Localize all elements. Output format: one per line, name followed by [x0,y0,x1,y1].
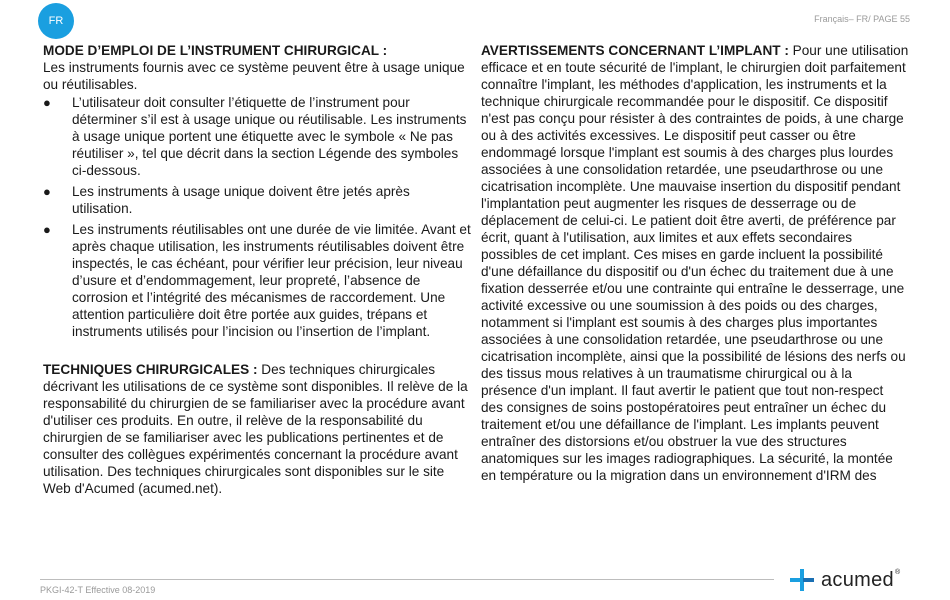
list-item [43,94,471,179]
plus-mark-icon [790,568,814,592]
warnings-paragraph [481,42,909,484]
warnings-body: Pour une utilisation efficace et en toute sécurité de l'implant, le chirurgien doit parfaitement connaître l'implant, les méthodes d'application, les instruments et la technique chirurgicale recommandée pour le dispositif. Ce dispositif n'est pas conçu pour résister à des contraintes de poids, à une charge ou à des activités excessives. Le dispositif peut casser ou être endommagé lorsque l'implant est soumis à des charges plus lourdes associées à une consolidation retardée, une pseudarthrose ou une cicatrisation incomplète. Une mauvaise insertion du dispositif pendant l'implantation peut augmenter les risques de desserrage ou de déplacement de celui-ci. Le patient doit être averti, de préférence par écrit, quant à l'utilisation, aux limites et aux effets secondaires possibles de cet implant. Ces mises en garde incluent la possibilité d'une défaillance du dispositif ou d'un échec du traitement due à une fixation desserrée et/ou une contrainte qui entraîne le desserrage, une activité excessive ou une soumission à des poids ou des charges, notamment si l'implant est soumis à des charges plus importantes associées à une consolidation retardée, une pseudarthrose ou une cicatrisation incomplète, ainsi que la possibilité de lésions des nerfs ou des tissus mous relatives à un traumatisme chirurgical ou à la présence d'un implant. Il faut avertir le patient que tout non-respect des consignes de soins postopératoires peut entraîner un échec du traitement et/ou une défaillance de l'implant. Les implants peuvent entraîner des distorsions et/ou obstruer la vue des structures anatomiques sur les images radiographiques. La sécurité, la montée en température ou la migration dans un environnement d'IRM des [481,43,909,483]
language-badge: FR [38,3,74,39]
bullet-text: Les instruments réutilisables ont une durée de vie limitée. Avant et après chaque utilisation, les instruments réutilisables doivent être inspectés, le cas échéant, pour vérifier leur précision, leur niveau d’usure et d’endommagement, leur propreté, l’absence de corrosion et l’intégrité des mécanismes de raccordement. Une attention particulière doit être portée aux guides, trépans et instruments utilisés pour l’incision ou l’insertion de l’implant. [72,222,471,339]
acumed-logo [790,568,900,592]
list-item [43,221,471,340]
logo-wordmark: acumed® [821,568,901,591]
techniques-paragraph [43,361,471,497]
bullet-icon: ● [43,222,51,237]
techniques-heading: TECHNIQUES CHIRURGICALES : [43,362,258,377]
usage-heading: MODE D’EMPLOI DE L’INSTRUMENT CHIRURGICAL : [43,43,388,58]
warnings-heading: AVERTISSEMENTS CONCERNANT L’IMPLANT : [481,43,789,58]
left-column [43,42,471,497]
document-code: PKGI-42-T Effective 08-2019 [40,585,156,595]
page-label: Français– FR/ PAGE 55 [814,14,910,24]
section-spacer [43,344,471,361]
usage-bullet-list [43,94,471,340]
techniques-body: Des techniques chirurgicales décrivant les utilisations de ce système sont disponibles. Il relève de la responsabilité du chirurgien de se familiariser avec la procédure avant d'utiliser ces produits. En outre, il relève de la responsabilité du chirurgien de se familiariser avec les publications pertinentes et de consulter des collègues expérimentés concernant la procédure avant utilisation. Des techniques chirurgicales sont disponibles sur le site Web d'Acumed (acumed.net). [43,362,468,496]
right-column [481,42,909,484]
footer-divider [40,579,774,580]
bullet-text: Les instruments à usage unique doivent être jetés après utilisation. [72,184,410,216]
bullet-text: L’utilisateur doit consulter l’étiquette de l’instrument pour déterminer s’il est à usage unique ou réutilisable. Les instruments à usage unique portent une étiquette avec le symbole « Ne pas réutiliser », tel que décrit dans la section Légende des symboles ci-dessous. [72,95,467,178]
list-item [43,183,471,217]
bullet-icon: ● [43,184,51,199]
bullet-icon: ● [43,95,51,110]
usage-intro: Les instruments fournis avec ce système peuvent être à usage unique ou réutilisables. [43,60,465,92]
